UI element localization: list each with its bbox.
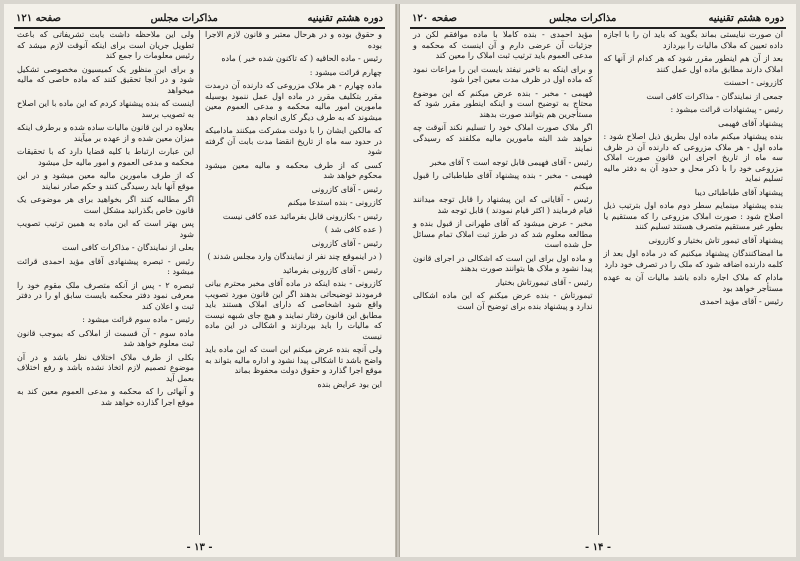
left-column-right bbox=[200, 30, 387, 535]
text-paragraph: و برای اینکه به تاخیر نیفتد بایست این را مراعات نمود که ماده اول در ظرف مدت معین اجرا شود bbox=[413, 64, 593, 84]
text-paragraph: رئیس - آقای کازرونی بفرمائید bbox=[282, 265, 382, 275]
text-paragraph: و آنهائی را که محکمه و مدعی العموم معین کند به موقع اجرا گذارده خواهد شد bbox=[17, 387, 194, 407]
text-paragraph: رئیس - تبصره پیشنهادی آقای مؤید احمدی قرائت میشود : bbox=[17, 256, 194, 276]
text-paragraph: پس بهتر است که این ماده به همین ترتیب تصویب شود bbox=[17, 219, 194, 239]
text-paragraph: رئیس - آقایانی که این پیشنهاد را قابل توجه میدانند قیام فرمایند ( اکثر قیام نمودند ) قابل توجه شد bbox=[413, 195, 593, 215]
text-paragraph: فهیمی - مخبر - بنده عرض میکنم که این موضوع محتاج به توضیح است و اینکه اینطور مقرر شود که مستأجرین هم بتوانند صورت بدهند bbox=[413, 88, 593, 119]
right-session-label: دوره هشتم تقنینیه bbox=[708, 12, 784, 24]
text-paragraph: جمعی از نمایندگان - مذاکرات کافی است bbox=[646, 91, 783, 101]
right-page-columns bbox=[408, 30, 788, 535]
text-paragraph: رئیس - پیشنهادات قرائت میشود : bbox=[670, 105, 783, 114]
text-paragraph: بکلی از طرف ملاک اختلاف نظر باشد و در آن موضوع تصمیم لازم اتخاذ نشده باشد و رفع اختلاف بعمل آید bbox=[17, 352, 194, 383]
text-paragraph: که از طرف مامورین مالیه معین میشود و در این موقع آنها باید رسیدگی کنند و حکم صادر نمایند bbox=[17, 171, 194, 191]
text-paragraph: اگر ملاک صورت املاک خود را تسلیم نکند آنوقت چه خواهد شد البته مامورین مالیه مکلفند که رسیدگی نمایند bbox=[413, 123, 593, 153]
text-paragraph: کسی که از طرف محکمه و مالیه معین میشود محکوم خواهد شد bbox=[205, 160, 382, 180]
right-page-number: صفحه ۱۲۰ bbox=[412, 12, 457, 24]
left-column-left bbox=[12, 30, 200, 535]
right-column-right bbox=[599, 30, 789, 535]
text-paragraph: کازرونی - بنده استدعا میکنم bbox=[287, 198, 382, 207]
left-page bbox=[4, 4, 396, 557]
text-paragraph: رئیس - ماده الحاقیه ( که تاکنون شده خیر ) ماده bbox=[221, 54, 382, 63]
left-page-header bbox=[14, 10, 385, 29]
right-page-footer: - ۱۴ - bbox=[584, 542, 611, 553]
text-paragraph: رئیس - آقای کازرونی bbox=[311, 184, 382, 194]
text-paragraph: فهیمی - مخبر - بنده پیشنهاد آقای طباطبائی را قبول میکنم bbox=[413, 171, 593, 191]
text-paragraph: کازرونی - بنده اینکه در ماده آقای مخبر محترم بیانی فرمودند توضیحاتی بدهند اگر این قانون مورد تصویب واقع شود اشخاصی که دارای املاک هستند باید مطابق این قانون رفتار نمایند و هیچ جای شبهه نیست که مالیات را باید بپردازند و اشکالی در این ماده نیست bbox=[205, 279, 382, 341]
text-paragraph: این عبارت ارتباط با کلیه قضایا دارد که با تحقیقات محکمه و مدعی العموم و امور مالیه حل میشود bbox=[17, 147, 194, 167]
text-paragraph: بعد از آن هم اینطور مقرر شود که هر کدام از آنها که املاک دارند مطابق ماده اول عمل کنند bbox=[603, 54, 783, 74]
left-page-number: صفحه ۱۲۱ bbox=[16, 12, 61, 24]
text-paragraph: رئیس - آقای فهیمی قابل توجه است ؟ آقای مخبر bbox=[430, 157, 593, 167]
text-paragraph: و برای این منظور یک کمیسیون مخصوصی تشکیل شود و در آنجا تحقیق کنند که ماده خاصی که مالیه میخواهد bbox=[17, 64, 194, 95]
left-page-footer: - ۱۳ - bbox=[186, 542, 213, 553]
text-paragraph: مخبر - عرض میشود که آقای طهرانی از قبول بنده و مطالعه معلوم شد که در طرز ثبت املاک تمام مسائل حل شده است bbox=[413, 219, 593, 249]
text-paragraph: کازرونی - احسنت bbox=[723, 78, 783, 87]
text-paragraph: چهارم قرائت میشود : bbox=[309, 67, 382, 77]
right-column-left bbox=[408, 30, 599, 535]
text-paragraph: ( عده کافی شد ) bbox=[324, 225, 382, 234]
text-paragraph: ولی آنچه بنده عرض میکنم این است که این ماده باید واضح باشد تا اشکالی پیدا نشود و اداره مالیه بتواند به موقع اجرا گذارد و حقوق دولت محفوظ بماند bbox=[205, 345, 382, 375]
text-paragraph: تیمورتاش - بنده عرض میکنم که این ماده اشکالی ندارد و پیشنهاد بنده برای توضیح آن است bbox=[413, 291, 593, 311]
right-title: مذاکرات مجلس bbox=[549, 12, 617, 24]
text-paragraph: ما امضاکنندگان پیشنهاد میکنیم که در ماده اول بعد از کلمه دارنده اضافه شود که ملک را در تصرف خود دارد bbox=[603, 249, 783, 269]
left-session-label: دوره هشتم تقنینیه bbox=[307, 12, 383, 24]
text-paragraph: اگر مطالبه کنند اگر بخواهید برای هر موضوعی یک قانون خاص بگذرانید مشکل است bbox=[17, 195, 194, 215]
text-paragraph: بنده پیشنهاد میکنم ماده اول بطریق ذیل اصلاح شود : ماده اول - هر ملاک مزروعی که دارنده آن در ظرف سه ماه از تاریخ اجرای این قانون صورت املاک مزروعی خود را با ذکر محل و حدود آن به دفتر مالیه تسلیم نماید bbox=[603, 132, 783, 183]
text-paragraph: ماده چهارم - هر ملاک مزروعی که دارنده آن درمدت مقرر بتکلیف مقرر در ماده اول عمل ننمود بوسیله مامورین امور مالیه محکمه و مدعی العموم معین میشوند که به طرف دیگر کاری انجام دهد bbox=[205, 81, 382, 122]
text-paragraph: رئیس - آقای تیمورتاش بختیار bbox=[495, 277, 593, 287]
text-paragraph: پیشنهاد آقای فهیمی bbox=[718, 118, 783, 128]
text-paragraph: آن صورت نبایستی بماند بگوید که باید آن را با اجازه داده تعیین که ملاک مالیات را بپردازد bbox=[603, 30, 783, 50]
text-paragraph: ولی این ملاحظه داشت بابت تشریفاتی که باعث تطویل جریان است برای اینکه آنوقت لازم میشد که رئیس معلومات را جمع کند bbox=[17, 30, 194, 60]
text-paragraph: رئیس - آقای مؤید احمدی bbox=[699, 297, 783, 306]
text-paragraph: این بود عرایض بنده bbox=[317, 379, 382, 389]
text-paragraph: ( در اینموقع چند نفر از نمایندگان وارد مجلس شدند ) bbox=[207, 252, 382, 261]
text-paragraph: بعلی از نمایندگان - مذاکرات کافی است bbox=[62, 243, 194, 252]
left-title: مذاکرات مجلس bbox=[150, 12, 218, 24]
text-paragraph: ماده سوم - آن قسمت از املاکی که بموجب قانون ثبت معلوم خواهد شد bbox=[17, 328, 194, 348]
text-paragraph: پیشنهاد آقای طباطبائی دیبا bbox=[694, 187, 783, 197]
text-paragraph: رئیس - آقای کازرونی bbox=[311, 238, 382, 248]
text-paragraph: رئیس - بکازرونی قابل بفرمائید عده کافی نیست bbox=[222, 211, 382, 221]
text-paragraph: پیشنهاد آقای تیمور تاش بختیار و کازرونی bbox=[648, 235, 783, 245]
text-paragraph: مؤید احمدی - بنده کاملا با ماده موافقم لکن در جزئیات آن عرضی دارم و آن اینست که محکمه و مدعی العموم باید ترتیب ثبت املاک را معین کند bbox=[413, 30, 593, 60]
left-page-columns bbox=[12, 30, 387, 535]
right-page bbox=[400, 4, 796, 557]
text-paragraph: رئیس - ماده سوم قرائت میشود : bbox=[82, 315, 194, 324]
text-paragraph: که مالکین ایشان را با دولت مشرکت میکنند مادامیکه در حدود سه ماه از تاریخ انقضا مدت بابت آن گرفته شود bbox=[205, 126, 382, 156]
right-page-header bbox=[410, 10, 786, 29]
text-paragraph: اینست که بنده پیشنهاد کردم که این ماده با این اصلاح به تصویب برسد bbox=[17, 99, 194, 119]
text-paragraph: بعلاوه در این قانون مالیات ساده شده و برطرف اینکه میزان معین شده و از عهده بر میآیند bbox=[17, 123, 194, 143]
text-paragraph: مادام که ملاک اجاره داده باشد مالیات آن به عهده مستأجر خواهد بود bbox=[603, 273, 783, 293]
text-paragraph: و حقوق بوده و در هرحال معتبر و قانون لازم الاجرا بوده bbox=[205, 30, 382, 50]
text-paragraph: و ماده اول برای این است که اشکالی در اجرای قانون پیدا نشود و ملاک ها بتوانند صورت بدهند bbox=[413, 253, 593, 273]
text-paragraph: تبصره ۲ - پس از آنکه متصرف ملک مقوم خود را معرفی نمود دفتر محکمه بایست سابق او را در دفتر ثبت و اعلان کند bbox=[17, 280, 194, 311]
text-paragraph: بنده پیشنهاد مینمایم سطر دوم ماده اول بترتیب ذیل اصلاح شود : صورت املاک مزروعی را که مستقیم یا بطور غیر مستقیم متصرف هستند تسلیم کنند bbox=[603, 201, 783, 231]
